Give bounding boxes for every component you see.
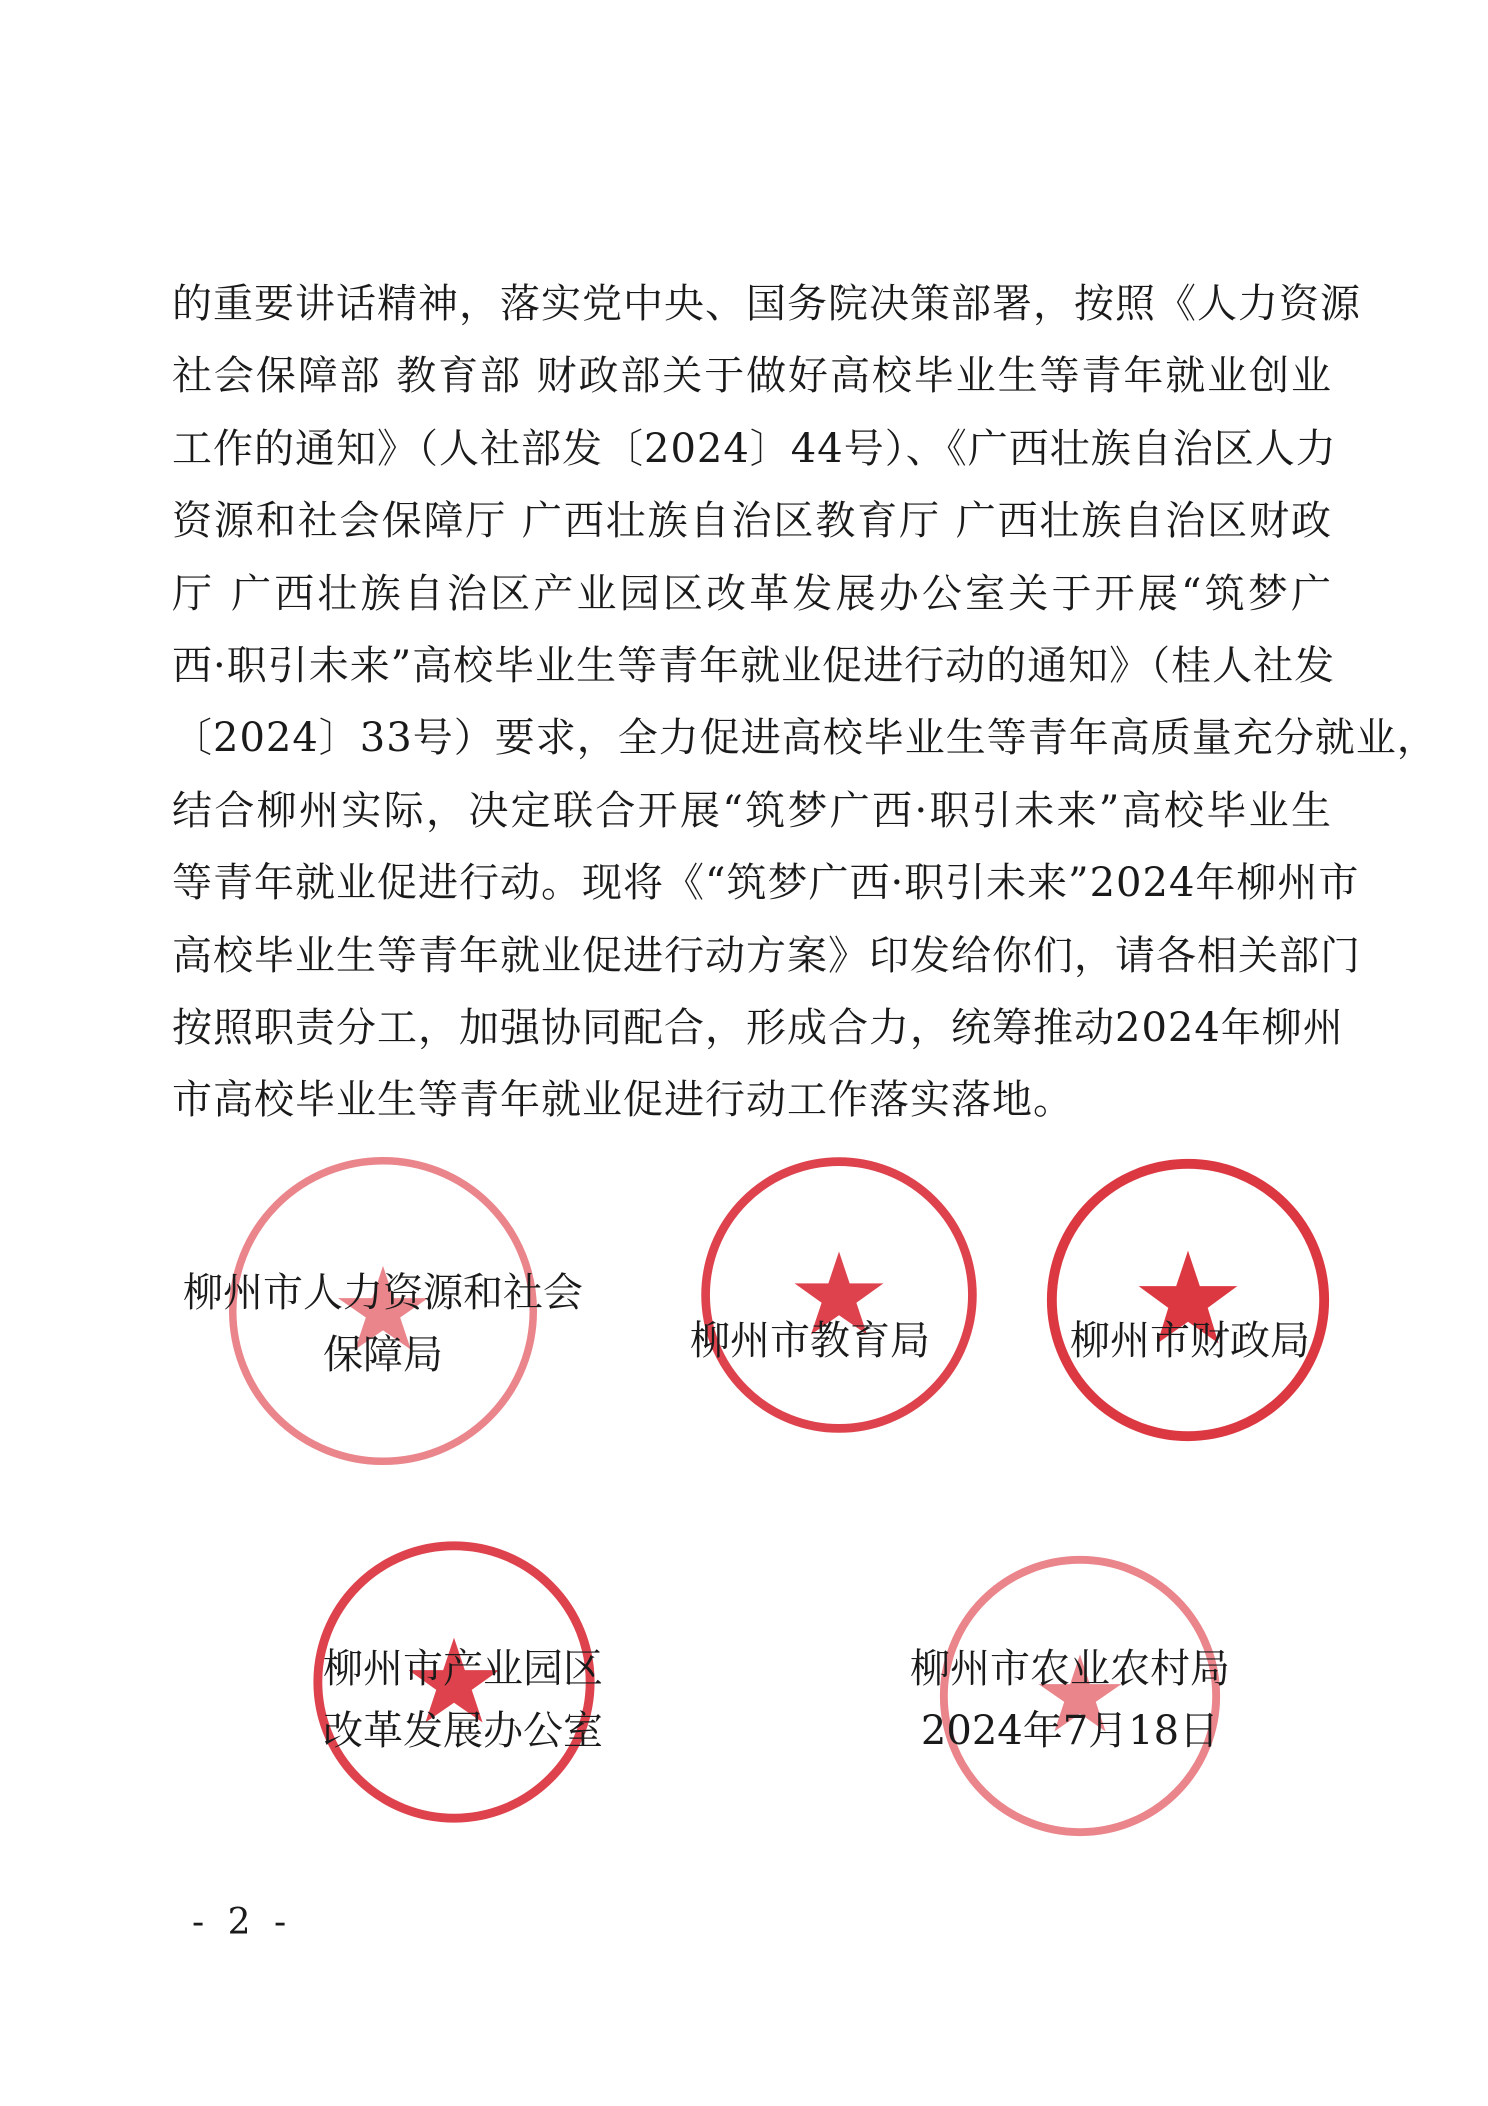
industrial-park-office-signature xyxy=(318,1638,608,1762)
paragraph-line: 按照职责分工，加强协同配合，形成合力，统筹推动2024年柳州 xyxy=(172,1004,1344,1051)
hr-bureau-signature xyxy=(178,1262,588,1386)
agriculture-bureau-signature: 柳州市农业农村局 2024年7月18日 xyxy=(900,1638,1240,1762)
paragraph-line: 资源和社会保障厅 广西壮族自治区教育厅 广西壮族自治区财政 xyxy=(172,498,1332,545)
paragraph-line: 高校毕业生等青年就业促进行动方案》印发给你们，请各相关部门 xyxy=(172,932,1361,979)
issue-date: 2024年7月18日 xyxy=(920,1708,1220,1754)
signature-line: 柳州市人力资源和社会 xyxy=(183,1270,583,1316)
signature-line: 保障局 xyxy=(323,1332,443,1378)
finance-bureau-signature: 柳州市财政局 xyxy=(1070,1318,1310,1364)
signature-line: 柳州市产业园区 xyxy=(323,1646,603,1692)
paragraph-line: 厅 广西壮族自治区产业园区改革发展办公室关于开展“筑梦广 xyxy=(172,570,1332,617)
education-bureau-signature: 柳州市教育局 xyxy=(690,1318,930,1364)
paragraph-line: 等青年就业促进行动。现将《“筑梦广西·职引未来”2024年柳州市 xyxy=(172,860,1360,907)
paragraph-line: 西·职引未来”高校毕业生等青年就业促进行动的通知》（桂人社发 xyxy=(172,642,1336,689)
notice-body-paragraph xyxy=(172,268,1438,1137)
signature-line: 改革发展办公室 xyxy=(323,1708,603,1754)
paragraph-line: 〔2024〕33号）要求，全力促进高校毕业生等青年高质量充分就业， xyxy=(172,715,1438,762)
finance-bureau-seal xyxy=(1040,1152,1336,1448)
paragraph-line: 结合柳州实际，决定联合开展“筑梦广西·职引未来”高校毕业生 xyxy=(172,787,1332,834)
page-number: - 2 - xyxy=(192,1902,293,1943)
education-bureau-seal xyxy=(694,1150,984,1440)
paragraph-line: 市高校毕业生等青年就业促进行动工作落实落地。 xyxy=(172,1077,1074,1124)
paragraph-line: 的重要讲话精神，落实党中央、国务院决策部署，按照《人力资源 xyxy=(172,281,1361,327)
paragraph-line: 工作的通知》（人社部发〔2024〕44号）、《广西壮族自治区人力 xyxy=(172,425,1337,472)
paragraph-line: 社会保障部 教育部 财政部关于做好高校毕业生等青年就业创业 xyxy=(172,353,1332,400)
